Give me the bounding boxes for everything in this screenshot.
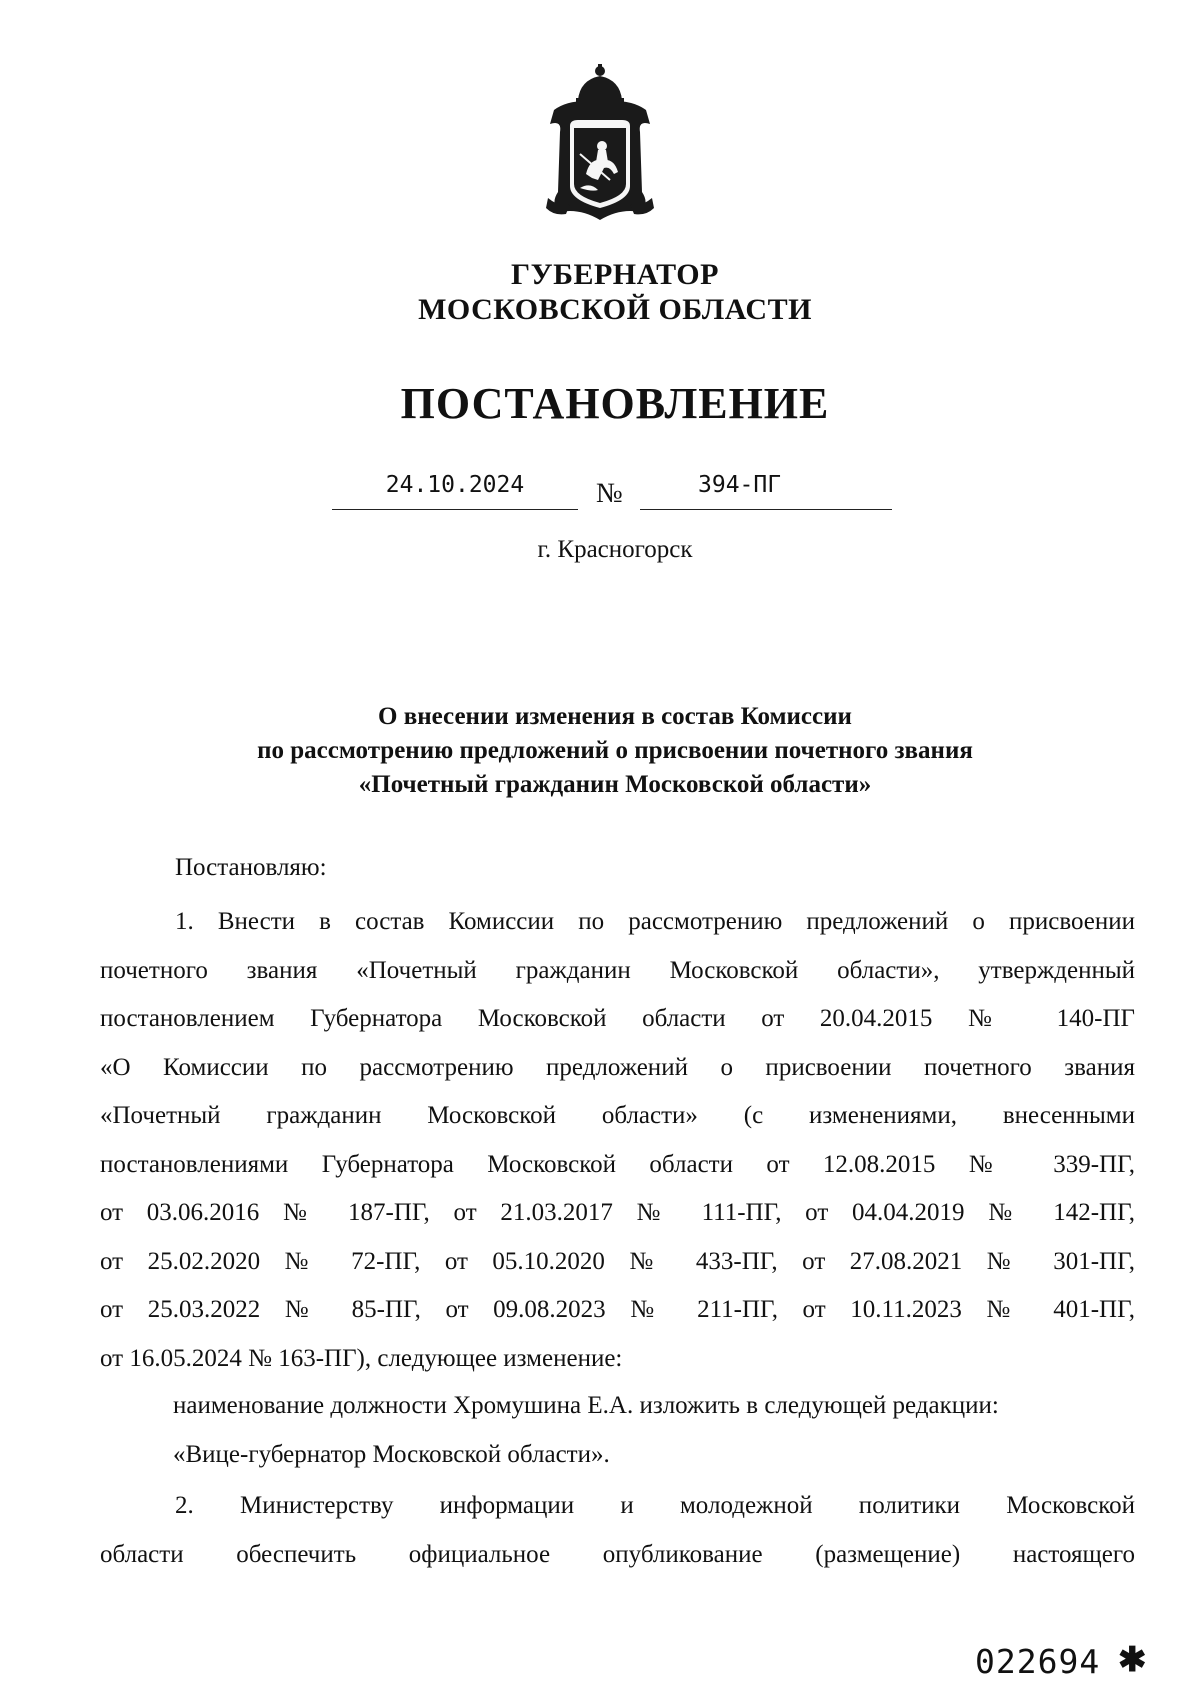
paragraph-line: 2. Министерству информации и молодежной политики Московской xyxy=(175,1492,1135,1519)
form-serial-number: 022694 xyxy=(975,1642,1101,1681)
document-type-title: ПОСТАНОВЛЕНИЕ xyxy=(400,379,830,428)
asterisk-mark-icon: ✱ xyxy=(1118,1642,1147,1679)
subject-line: по рассмотрению предложений о присвоении почетного звания xyxy=(257,737,973,764)
paragraph-line: 1. Внести в состав Комиссии по рассмотрению предложений о присвоении xyxy=(175,908,1135,935)
paragraph-line: области обеспечить официальное опубликование (размещение) настоящего xyxy=(100,1540,1135,1568)
decree-word: Постановляю: xyxy=(175,854,327,881)
paragraph-line: от 16.05.2024 № 163-ПГ), следующее изменение: xyxy=(100,1344,623,1372)
new-position-title: «Вице-губернатор Московской области». xyxy=(173,1441,610,1468)
paragraph-line: «Почетный гражданин Московской области» (с изменениями, внесенными xyxy=(100,1102,1135,1129)
paragraph-line: от 25.03.2022 № 85-ПГ, от 09.08.2023 № 211-ПГ, от 10.11.2023 № 401-ПГ, xyxy=(100,1296,1135,1323)
item-1-paragraph xyxy=(100,898,1135,1383)
number-sign: № xyxy=(596,478,623,509)
city-of-issue: г. Красногорск xyxy=(537,536,693,563)
document-date: 24.10.2024 xyxy=(332,472,578,510)
coat-of-arms-icon xyxy=(540,62,660,224)
paragraph-line: «О Комиссии по рассмотрению предложений о присвоении почетного звания xyxy=(100,1053,1135,1081)
paragraph-line: почетного звания «Почетный гражданин Московской области», утвержденный xyxy=(100,956,1135,984)
document-number: 394-ПГ xyxy=(640,472,892,510)
paragraph-line: от 03.06.2016 № 187-ПГ, от 21.03.2017 № 111-ПГ, от 04.04.2019 № 142-ПГ, xyxy=(100,1199,1135,1226)
paragraph-line: от 25.02.2020 № 72-ПГ, от 05.10.2020 № 433-ПГ, от 27.08.2021 № 301-ПГ, xyxy=(100,1247,1135,1275)
item-2-paragraph xyxy=(100,1482,1135,1579)
change-instruction-line: наименование должности Хромушина Е.А. изложить в следующей редакции: xyxy=(173,1392,999,1419)
document-subject xyxy=(0,700,1200,802)
authority-title-line2: МОСКОВСКОЙ ОБЛАСТИ xyxy=(418,293,812,326)
paragraph-line: постановлением Губернатора Московской области от 20.04.2015 № 140-ПГ xyxy=(100,1005,1135,1032)
subject-line: «Почетный гражданин Московской области» xyxy=(358,771,872,798)
paragraph-line: постановлениями Губернатора Московской области от 12.08.2015 № 339-ПГ, xyxy=(100,1150,1135,1178)
authority-title-line1: ГУБЕРНАТОР xyxy=(511,258,719,291)
subject-line: О внесении изменения в состав Комиссии xyxy=(378,703,852,730)
